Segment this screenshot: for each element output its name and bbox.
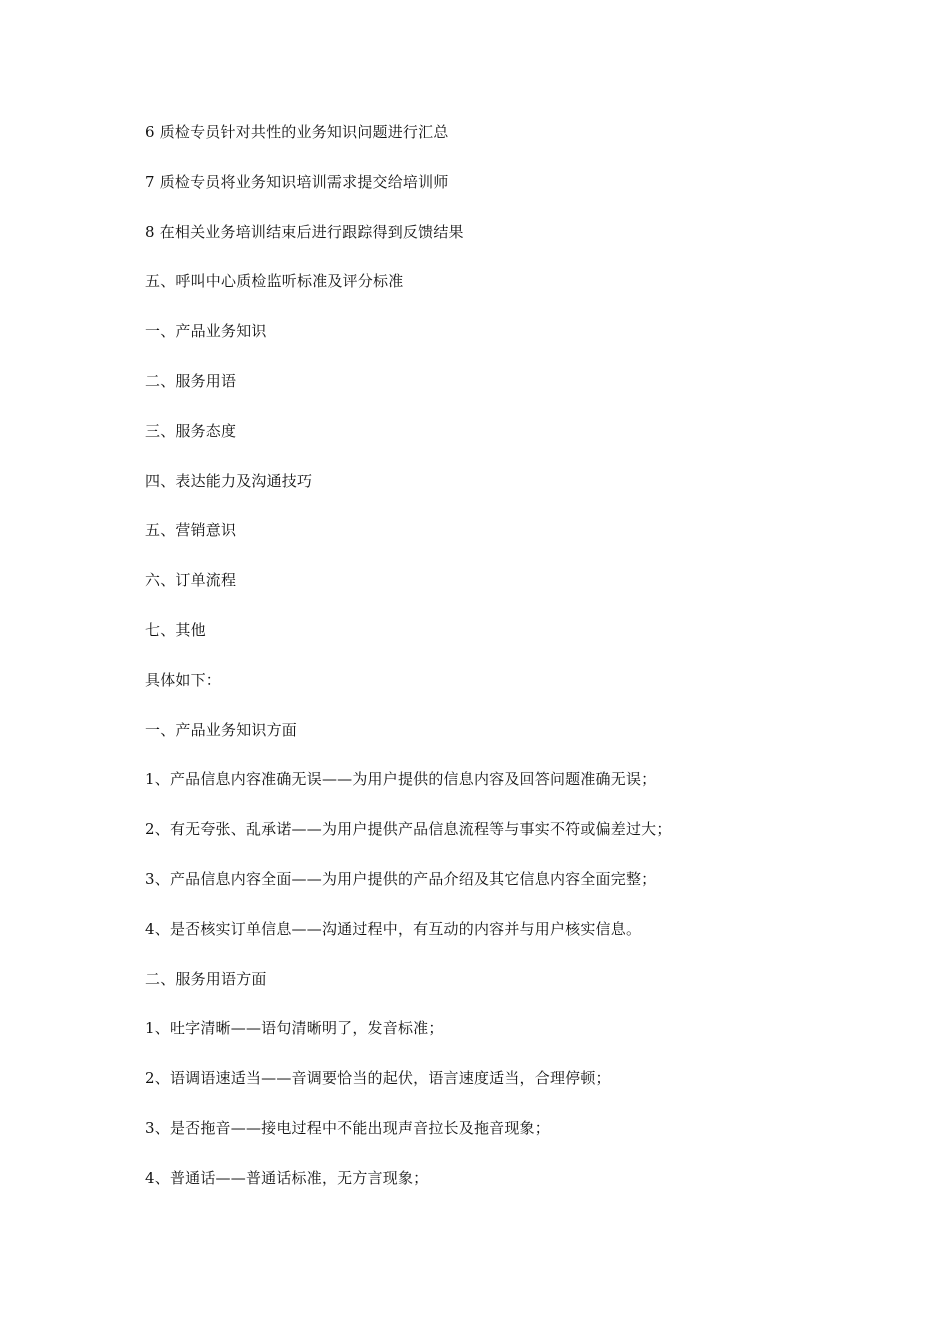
details-intro: 具体如下：	[145, 670, 222, 689]
subsection-heading-service-language: 二、服务用语方面	[145, 969, 267, 988]
subsection-heading-product-knowledge: 一、产品业务知识方面	[145, 720, 298, 739]
criterion-item: 1、产品信息内容准确无误——为用户提供的信息内容及回答问题准确无误；	[145, 770, 657, 789]
list-item-order-process: 六、订单流程	[145, 571, 237, 590]
paragraph-step-7: 7 质检专员将业务知识培训需求提交给培训师	[145, 172, 449, 191]
criterion-item: 4、是否核实订单信息——沟通过程中，有互动的内容并与用户核实信息。	[145, 919, 642, 938]
list-item-communication-skills: 四、表达能力及沟通技巧	[145, 471, 313, 490]
section-heading-standards: 五、呼叫中心质检监听标准及评分标准	[145, 272, 404, 291]
criterion-item: 4、普通话——普通话标准，无方言现象；	[145, 1168, 429, 1187]
list-item-marketing-awareness: 五、营销意识	[145, 521, 237, 540]
document-body	[145, 118, 825, 1214]
list-item-other: 七、其他	[145, 620, 206, 639]
list-item-service-attitude: 三、服务态度	[145, 421, 237, 440]
list-item-service-language: 二、服务用语	[145, 371, 237, 390]
criterion-item: 2、有无夸张、乱承诺——为用户提供产品信息流程等与事实不符或偏差过大；	[145, 820, 672, 839]
criterion-item: 2、语调语速适当——音调要恰当的起伏，语言速度适当，合理停顿；	[145, 1069, 611, 1088]
list-item-product-knowledge: 一、产品业务知识	[145, 322, 267, 341]
criterion-item: 3、是否拖音——接电过程中不能出现声音拉长及拖音现象；	[145, 1118, 550, 1137]
paragraph-step-8: 8 在相关业务培训结束后进行跟踪得到反馈结果	[145, 222, 464, 241]
paragraph-step-6: 6 质检专员针对共性的业务知识问题进行汇总	[145, 123, 449, 141]
criterion-item: 3、产品信息内容全面——为用户提供的产品介绍及其它信息内容全面完整；	[145, 869, 657, 888]
criterion-item: 1、吐字清晰——语句清晰明了，发音标准；	[145, 1019, 444, 1038]
